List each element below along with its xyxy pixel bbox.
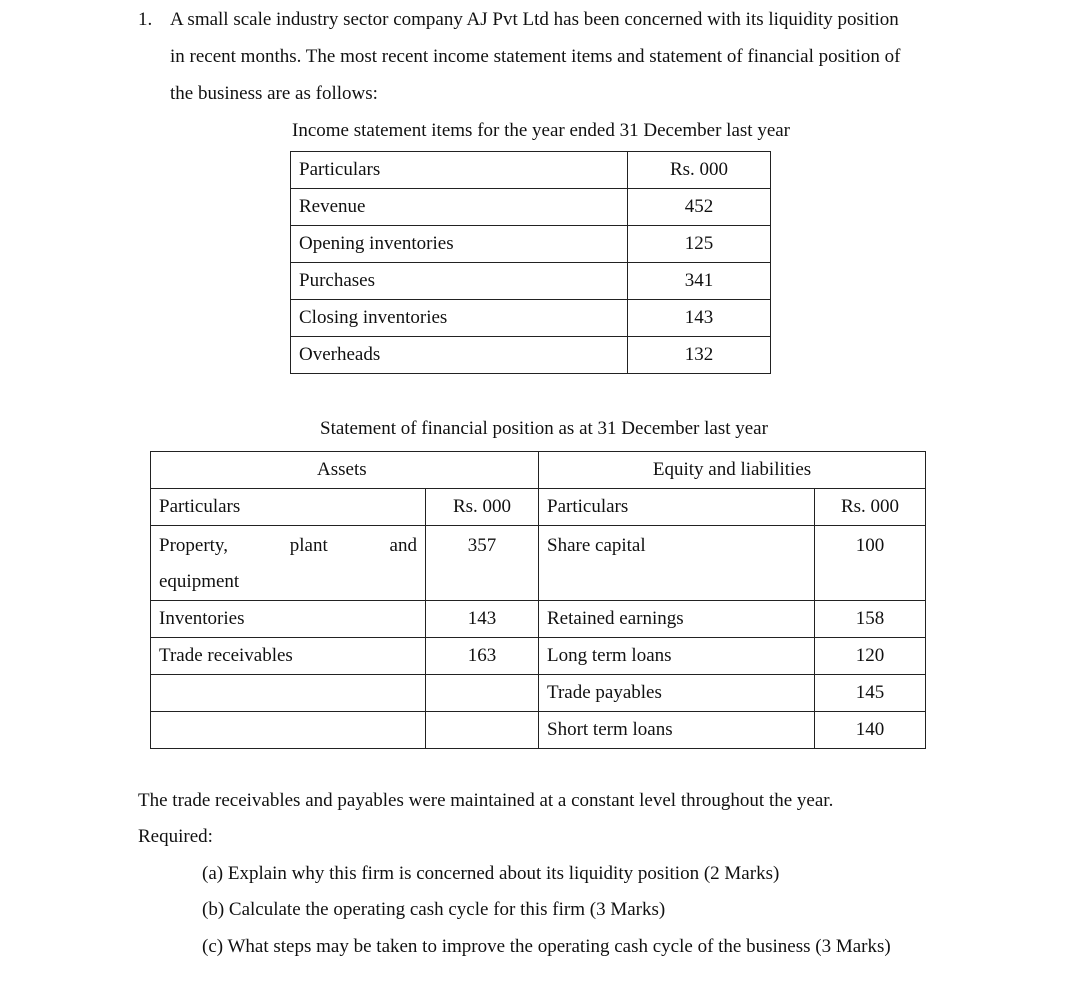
income-statement-title: Income statement items for the year ended 31 December last year bbox=[292, 120, 791, 141]
row-value: 357 bbox=[426, 526, 539, 601]
table-header-row bbox=[151, 489, 926, 526]
section-header-row bbox=[151, 452, 926, 489]
row-value: 140 bbox=[815, 712, 926, 749]
row-value bbox=[426, 675, 539, 712]
row-value: 143 bbox=[628, 300, 771, 337]
table-row bbox=[151, 601, 926, 638]
footer-note: The trade receivables and payables were maintained at a constant level throughout the year. bbox=[138, 790, 834, 811]
row-label: Trade receivables bbox=[151, 638, 426, 675]
assets-heading: Assets bbox=[151, 452, 539, 489]
ppe-word-3: and bbox=[389, 535, 417, 556]
table-row bbox=[291, 189, 771, 226]
intro-line-1: A small scale industry sector company AJ Pvt Ltd has been concerned with its liquidity position bbox=[170, 9, 899, 30]
row-value: 120 bbox=[815, 638, 926, 675]
row-label bbox=[151, 675, 426, 712]
financial-position-title: Statement of financial position as at 31 December last year bbox=[320, 418, 768, 439]
header-liabilities-particulars: Particulars bbox=[539, 489, 815, 526]
header-assets-particulars: Particulars bbox=[151, 489, 426, 526]
row-value: 341 bbox=[628, 263, 771, 300]
row-label: Purchases bbox=[291, 263, 628, 300]
table-header-row bbox=[291, 152, 771, 189]
table-row bbox=[291, 300, 771, 337]
part-c: (c) What steps may be taken to improve the operating cash cycle of the business (3 Marks) bbox=[202, 936, 891, 957]
part-b: (b) Calculate the operating cash cycle for this firm (3 Marks) bbox=[202, 899, 666, 920]
row-value: 163 bbox=[426, 638, 539, 675]
income-statement-table bbox=[290, 151, 771, 374]
intro-line-3: the business are as follows: bbox=[170, 83, 378, 104]
row-value: 132 bbox=[628, 337, 771, 374]
row-value: 143 bbox=[426, 601, 539, 638]
row-label-ppe bbox=[151, 526, 426, 601]
row-label: Opening inventories bbox=[291, 226, 628, 263]
table-row bbox=[291, 263, 771, 300]
row-value: 145 bbox=[815, 675, 926, 712]
header-liabilities-amount: Rs. 000 bbox=[815, 489, 926, 526]
row-label: Retained earnings bbox=[539, 601, 815, 638]
row-label: Inventories bbox=[151, 601, 426, 638]
row-label: Share capital bbox=[539, 526, 815, 601]
row-label: Overheads bbox=[291, 337, 628, 374]
row-label: Revenue bbox=[291, 189, 628, 226]
table-row bbox=[151, 675, 926, 712]
table-row bbox=[151, 712, 926, 749]
header-assets-amount: Rs. 000 bbox=[426, 489, 539, 526]
row-label bbox=[151, 712, 426, 749]
row-value: 158 bbox=[815, 601, 926, 638]
header-particulars: Particulars bbox=[291, 152, 628, 189]
table-row bbox=[291, 226, 771, 263]
row-label: Short term loans bbox=[539, 712, 815, 749]
header-amount: Rs. 000 bbox=[628, 152, 771, 189]
row-value: 125 bbox=[628, 226, 771, 263]
financial-position-table bbox=[150, 451, 926, 749]
ppe-word-1: Property, bbox=[159, 535, 228, 556]
part-a: (a) Explain why this firm is concerned about its liquidity position (2 Marks) bbox=[202, 863, 780, 884]
ppe-word-4: equipment bbox=[159, 571, 240, 592]
table-row bbox=[151, 638, 926, 675]
row-label: Closing inventories bbox=[291, 300, 628, 337]
row-label: Trade payables bbox=[539, 675, 815, 712]
question-number: 1. bbox=[138, 9, 153, 30]
intro-line-2: in recent months. The most recent income statement items and statement of financial position of bbox=[170, 46, 901, 67]
ppe-word-2: plant bbox=[289, 535, 328, 556]
row-value: 100 bbox=[815, 526, 926, 601]
row-value bbox=[426, 712, 539, 749]
table-row bbox=[291, 337, 771, 374]
row-value: 452 bbox=[628, 189, 771, 226]
required-label: Required: bbox=[138, 826, 213, 847]
row-label: Long term loans bbox=[539, 638, 815, 675]
liabilities-heading: Equity and liabilities bbox=[539, 452, 926, 489]
table-row bbox=[151, 526, 926, 601]
